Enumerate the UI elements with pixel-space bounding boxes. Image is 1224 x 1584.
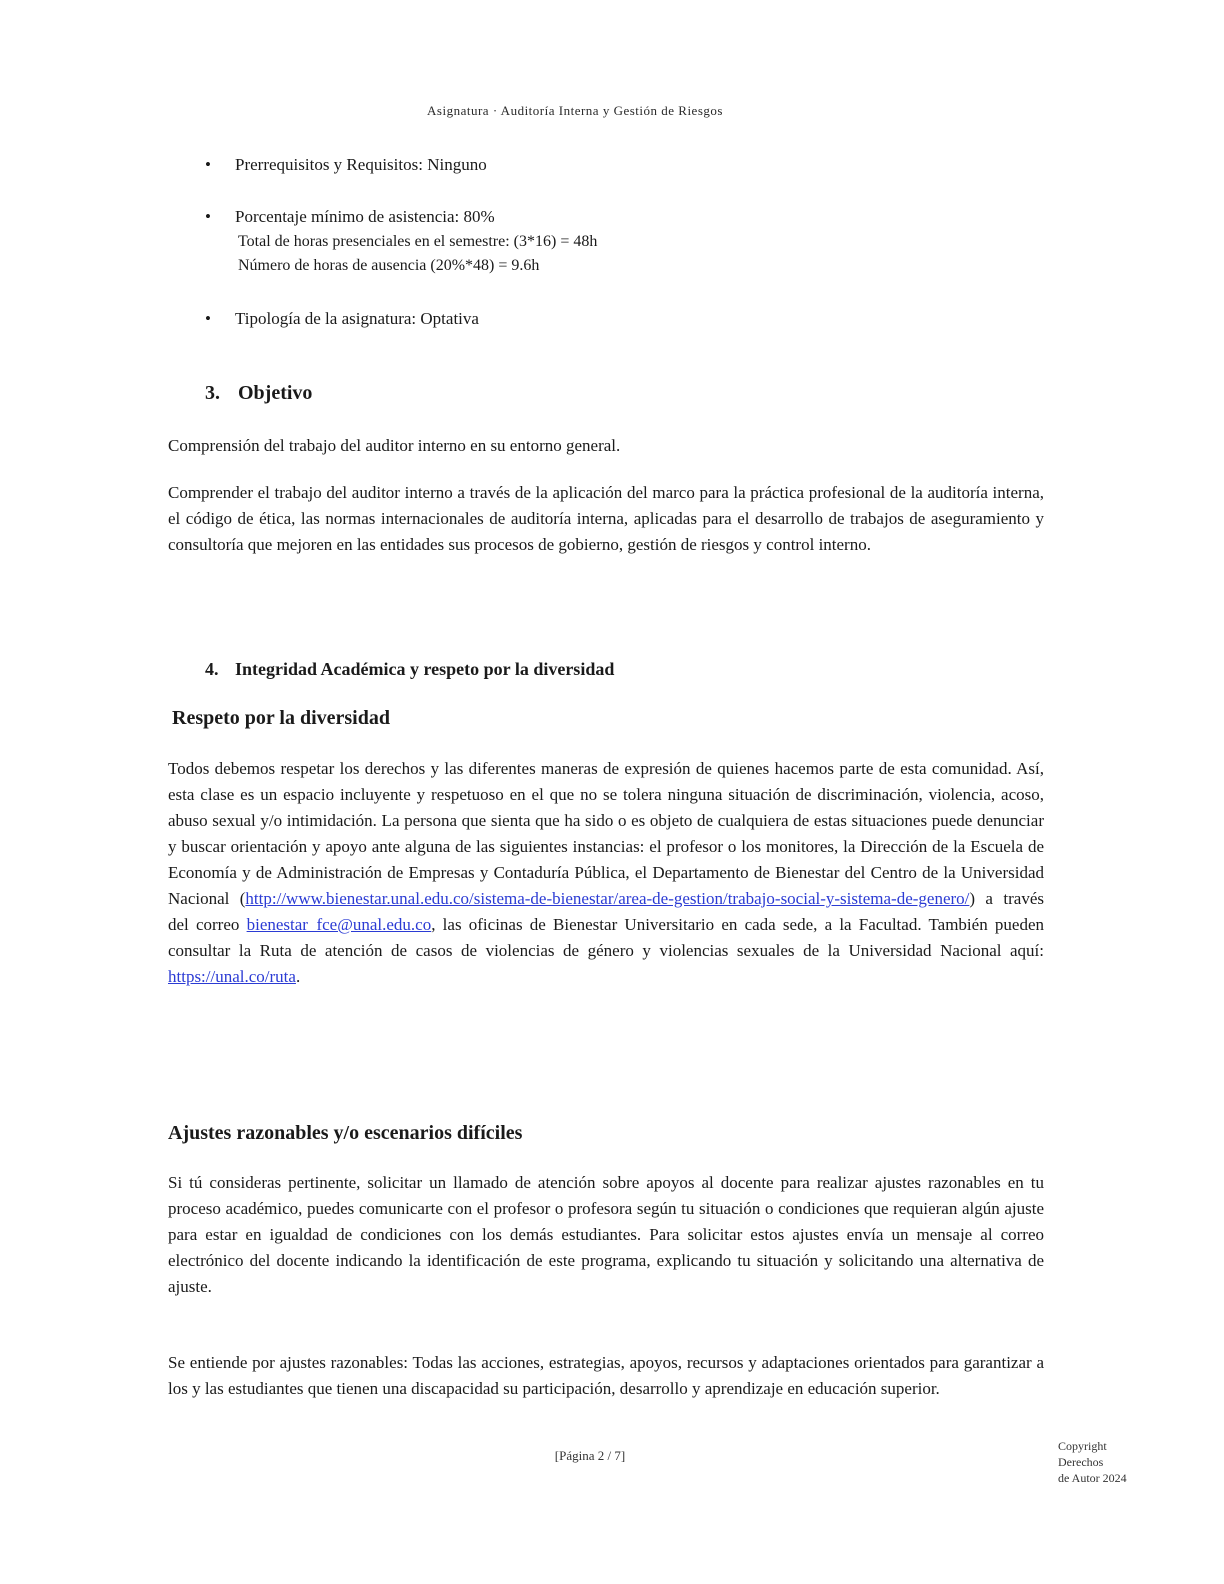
bullet-icon: • [205, 309, 211, 328]
bullet-prerequisites [205, 152, 487, 178]
attendance-hours-line: Total de horas presenciales en el semestre: (3*16) = 48h [238, 233, 598, 250]
page-header: Asignatura · Auditoría Interna y Gestión de Riesgos [427, 103, 723, 118]
copyright-line: de Autor 2024 [1058, 1471, 1127, 1485]
bullet-text: Porcentaje mínimo de asistencia: 80% [235, 207, 495, 226]
bullet-icon: • [205, 155, 211, 174]
section-number: 4. [205, 659, 219, 679]
bullet-text: Prerrequisitos y Requisitos: Ninguno [235, 155, 487, 174]
copyright-notice [1058, 1438, 1178, 1486]
section-title: Integridad Académica y respeto por la diversidad [235, 659, 615, 679]
route-link[interactable]: https://unal.co/ruta [168, 967, 296, 986]
objective-general: Comprensión del trabajo del auditor interno en su entorno general. [168, 436, 621, 455]
attendance-absence-line: Número de horas de ausencia (20%*48) = 9.6h [238, 257, 540, 274]
diversity-text-end: . [295, 967, 301, 986]
copyright-line: Copyright [1058, 1439, 1107, 1453]
section-number: 3. [205, 382, 220, 404]
bullet-icon: • [205, 207, 211, 226]
section-integrity-heading [205, 656, 614, 682]
adjustments-subheading: Ajustes razonables y/o escenarios difíciles [168, 1122, 523, 1144]
bullet-text: Tipología de la asignatura: Optativa [235, 309, 479, 328]
bienestar-url-link[interactable]: http://www.bienestar.unal.edu.co/sistema-de-bienestar/area-de-gestion/trabajo-social-y-sistema-de-genero/ [245, 889, 970, 908]
section-objectives-heading [205, 380, 312, 406]
bullet-typology [205, 306, 479, 332]
diversity-body [168, 756, 1044, 990]
bienestar-email-link[interactable]: bienestar_fce@unal.edu.co [246, 915, 432, 934]
adjustments-body-2: Se entiende por ajustes razonables: Todas las acciones, estrategias, apoyos, recursos y adaptaciones orientados para garantizar a los y las estudiantes que tienen una discapacidad su participación, desarrollo y aprendizaje en educación superior. [168, 1353, 1044, 1398]
section-title: Objetivo [238, 382, 313, 404]
adjustments-body-1: Si tú consideras pertinente, solicitar un llamado de atención sobre apoyos al docente para realizar ajustes razonables en tu proceso académico, puedes comunicarte con el profesor o profesora según tu situación o condiciones que requieran algún ajuste para estar en igualdad de condiciones con los demás estudiantes. Para solicitar estos ajustes envía un mensaje al correo electrónico del docente indicando la identificación de este programa, explicando tu situación y solicitando una alternativa de ajuste. [168, 1173, 1044, 1296]
objective-body: Comprender el trabajo del auditor interno a través de la aplicación del marco para la práctica profesional de la auditoría interna, el código de ética, las normas internacionales de auditoría interna, aplicadas para el desarrollo de trabajos de aseguramiento y consultoría que mejoren en las entidades sus procesos de gobierno, gestión de riesgos y control interno. [168, 483, 1044, 554]
diversity-text-3: , las oficinas de Bienestar Universitario en cada sede, a la Facultad. También pueden consultar la Ruta de atención de casos de violencias de género y violencias sexuales de la Universidad Nacional aquí: [168, 915, 1044, 960]
diversity-text-1: Todos debemos respetar los derechos y las diferentes maneras de expresión de quienes hacemos parte de esta comunidad. Así, esta clase es un espacio incluyente y respetuoso en el que no se tolera ninguna situación de discriminación, violencia, acoso, abuso sexual y/o intimidación. La persona que sienta que ha sido o es objeto de cualquiera de estas situaciones puede denunciar y buscar orientación y apoyo ante alguna de las siguientes instancias: el profesor o los monitores, la Dirección de la Escuela de Economía y de Administración de Empresas y Contaduría Pública, el Departamento de Bienestar del Centro de la Universidad Nacional ( [168, 759, 1044, 908]
diversity-subheading: Respeto por la diversidad [172, 707, 390, 729]
copyright-line: Derechos [1058, 1455, 1104, 1469]
page-number: [Página 2 / 7] [554, 1448, 626, 1463]
bullet-attendance [205, 204, 495, 230]
diversity-text-2: ) a través del correo [168, 889, 1044, 934]
